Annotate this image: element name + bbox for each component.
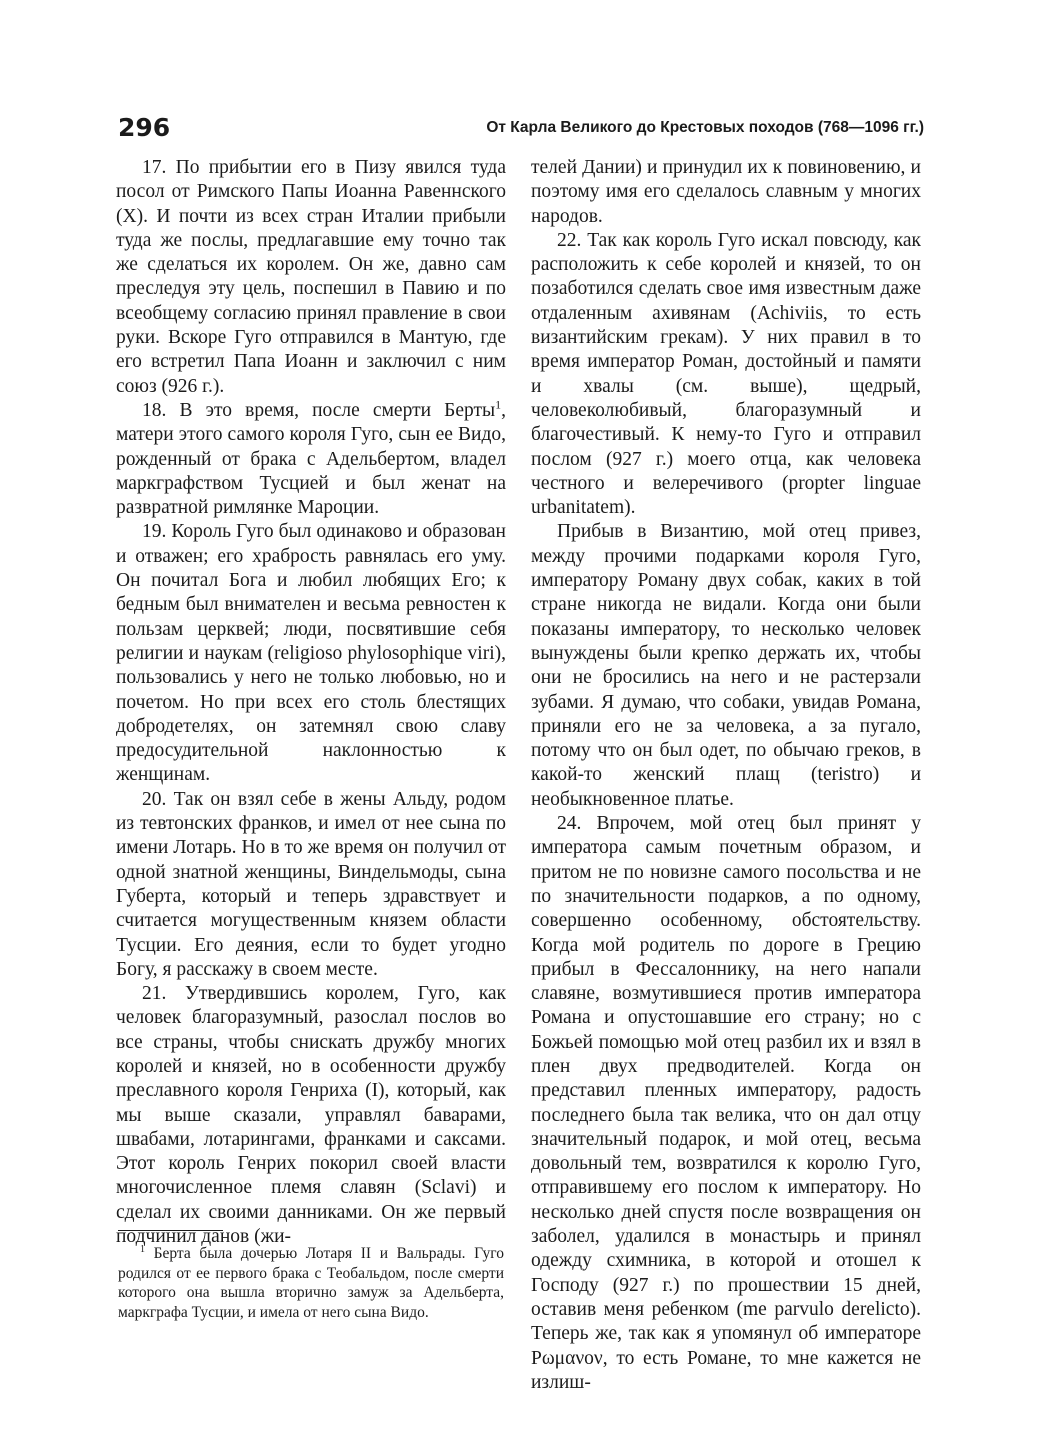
footnote-divider xyxy=(118,1230,223,1231)
paragraph-22: 22. Так как король Гуго искал повсюду, как расположить к себе королей и князей, то он позаботился сделать свое имя известным даже отдаленным ахивянам (Achiviis, то есть византийским грекам). У них правил в то время император Роман, достойный и памяти и хвалы (см. выше), щедрый, человеколюбивый, благоразумный и благочестивый. К нему-то Гуго и отправил послом (927 г.) моего отца, как человека честного и велеречивого (propter linguae urbanitatem). xyxy=(531,229,921,519)
paragraph-19: 19. Король Гуго был одинаково и образован и отважен; его храбрость равнялась его уму. Он почитал Бога и любил любящих Его; к бедным был внимателен и весьма ревностен к пользам церквей; люди, посвятившие себя религии и наукам (religioso phylosophique viri), пользовались у него не только любовью, но и почетом. Но при всех его столь блестящих добродетелях, он затемнял свою славу предосудительной наклонностью к женщинам. xyxy=(116,521,506,786)
paragraph-20: 20. Так он взял себе в жены Альду, родом из тевтонских франков, и имел от нее сына по имени Лотарь. Но в то же время он получил от одной знатной женщины, Виндельмоды, сына Губерта, который и теперь здравствует и считается могущественным князем области Тусции. Его деяния, если то будет угодно Богу, я расскажу в своем месте. xyxy=(116,788,506,980)
page-header xyxy=(118,112,924,144)
paragraph-17: 17. По прибытии его в Пизу явился туда посол от Римского Папы Иоанна Равеннского (X). И почти из всех стран Италии прибыли туда же послы, предлагавшие ему точно так же сделаться их королем. Он же, давно сам преследуя эту цель, поспешил в Павию и по всеобщему согласию принял правление в свои руки. Вскоре Гуго отправился в Мантую, где его встретил Папа Иоанн и заключил с ним союз (926 г.). xyxy=(116,157,506,397)
page-number: 296 xyxy=(118,113,171,142)
paragraph-23: Прибыв в Византию, мой отец привез, между прочими подарками короля Гуго, императору Роману двух собак, каких в той стране никогда не видали. Когда они были показаны императору, то несколько человек вынуждены были крепко держать их, чтобы они не бросились на него и не растерзали зубами. Я думаю, что собаки, увидав Романа, приняли его не за человека, а за пугало, потому что он был одет, по обычаю греков, в какой-то женский плащ (teristro) и необыкновенное платье. xyxy=(531,521,921,810)
footnote-mark: 1 xyxy=(140,1243,145,1255)
paragraph-21: 21. Утвердившись королем, Гуго, как человек благоразумный, разослал послов во все страны, чтобы снискать дружбу многих королей и князей, но в особенности дружбу преславного короля Генриха (I), который, как мы выше сказали, управлял баварами, швабами, лотарингами, франками и саксами. Этот король Генрих покорил своей власти многочисленное племя славян (Sclavi) и сделал их своими данниками. Он же первый подчинил данов (жи- xyxy=(116,983,506,1248)
footnote-text: Берта была дочерью Лотаря II и Вальрады. Гуго родился от ее первого брака с Теобальдом, после смерти которого она вышла вторично замуж за Адельберта, маркграфа Тусции, и имела от него сына Видо. xyxy=(118,1245,504,1321)
left-column xyxy=(116,156,506,1249)
paragraph-18 xyxy=(116,399,506,520)
paragraph-18-start: 18. В это время, после смерти Берты xyxy=(142,399,496,421)
paragraph-24: 24. Впрочем, мой отец был принят у императора самым почетным образом, и притом не по новизне самого посольства и не по значительности подарков, а по одному, совершенно особенному, обстоятельству. Когда мой родитель по дороге в Грецию прибыл в Фессалоннику, на него напали славяне, возмутившиеся против императора Романа и опустошавшие его страну; но с Божьей помощью мой отец разбил их и взял в плен двух предводителей. Когда он представил пленных императору, радость последнего была так велика, что он дал отцу значительный подарок, и мой отец, весьма довольный тем, возвратился к королю Гуго, отправившему его послом к императору. Но несколько дней спустя после возвращения он заболел, удалился в монастырь и принял одежду схимника, в которой и отошел к Господу (927 г.) по прошествии 15 дней, оставив меня ребенком (me parvulo derelicto). Теперь же, так как я упомянул об императоре Ρωμανον, то есть Романе, то мне кажется не излиш- xyxy=(531,813,921,1393)
paragraph-21-continuation: телей Дании) и принудил их к повиновению, и поэтому имя его сделалось славным у многих народов. xyxy=(531,157,921,227)
paragraph-18-end: , матери этого самого короля Гуго, сын ее Видо, рожденный от брака с Адельбертом, владел маркграфством Тусцией и был женат на развратной римлянке Мароции. xyxy=(116,399,506,519)
footnote xyxy=(118,1244,504,1322)
footnote-reference: 1 xyxy=(495,397,502,412)
running-head: От Карла Великого до Крестовых походов (768—1096 гг.) xyxy=(486,119,924,136)
right-column xyxy=(531,156,921,1395)
